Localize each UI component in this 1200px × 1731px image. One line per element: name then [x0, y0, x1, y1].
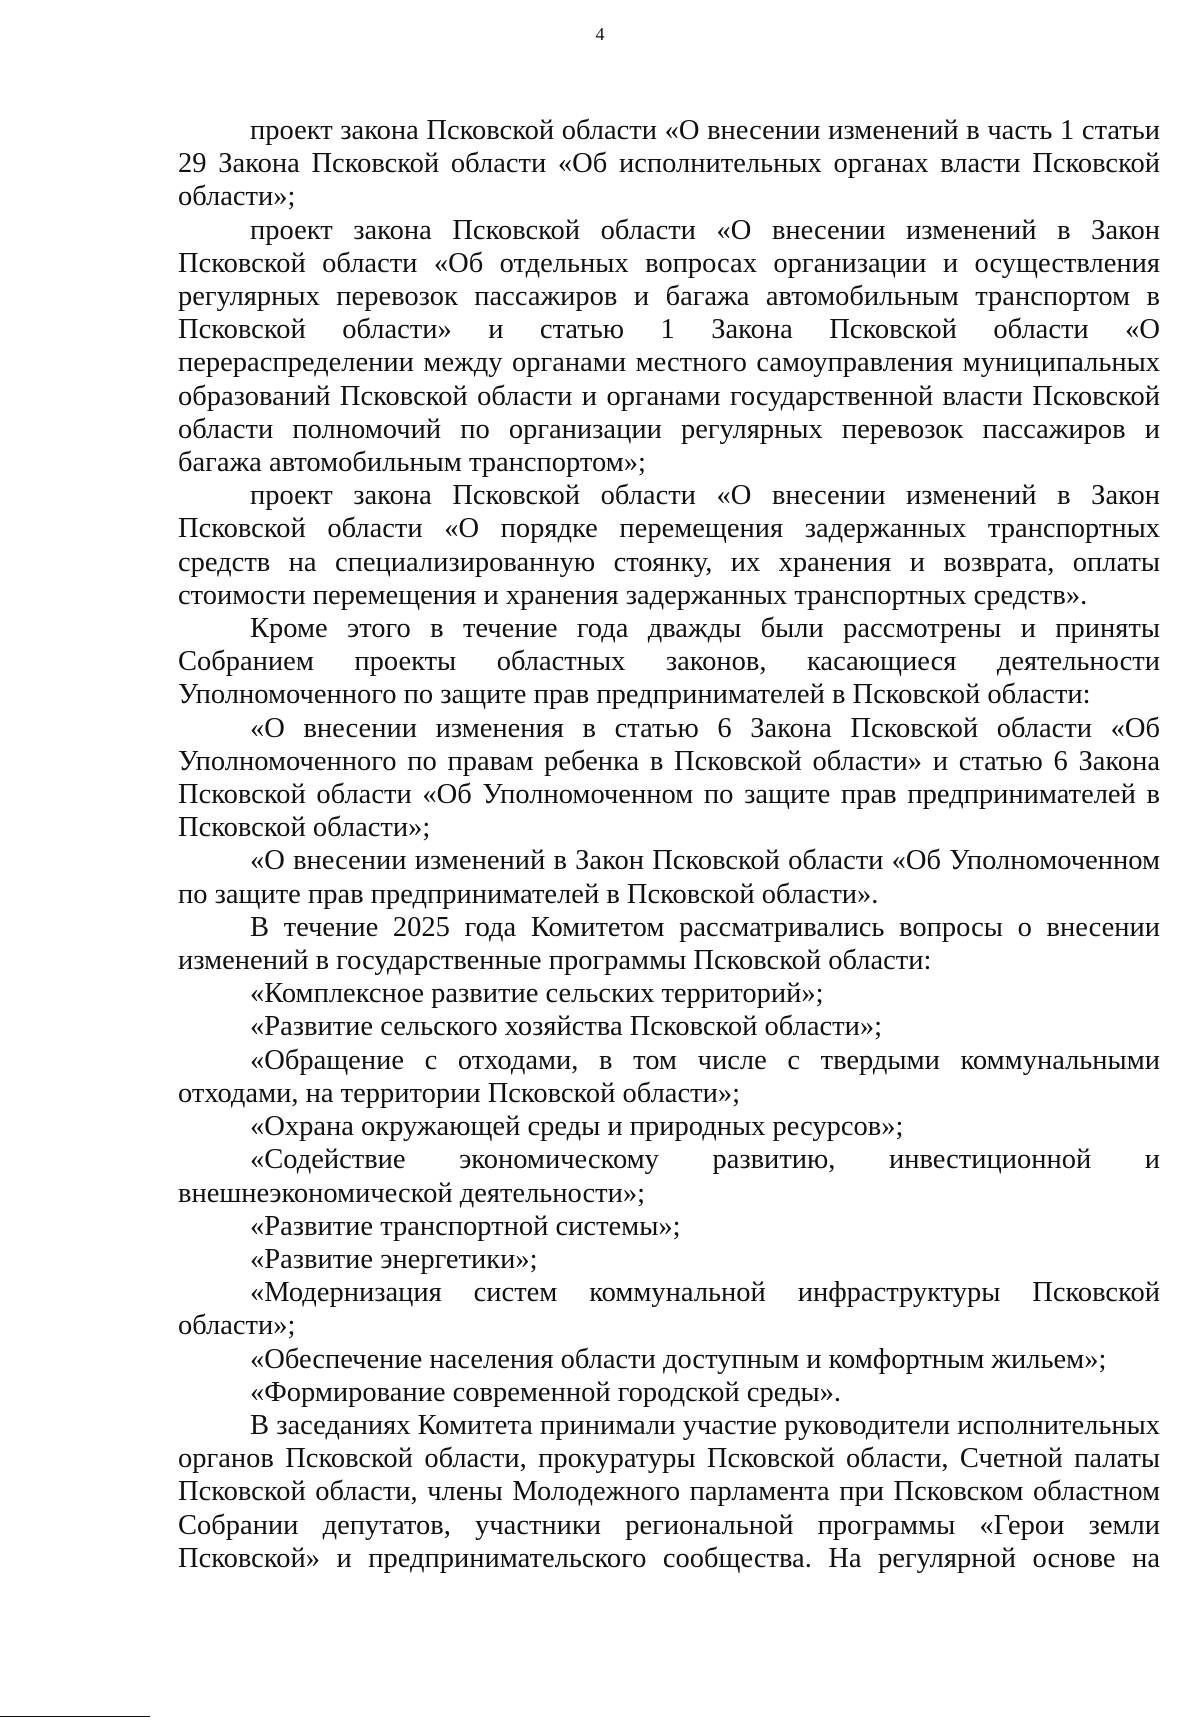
list-item-program-1: «Комплексное развитие сельских территорий»;	[250, 978, 824, 1010]
paragraph-2: проект закона Псковской области «О внесении изменений в Закон Псковской области «Об отдельных вопросах организации и осуществления регулярных перевозок пассажиров и багажа автомобильным транспортом в Псковской области» и статью 1 Закона Псковской области «О перераспределении между органами местного самоуправления муниципальных образований Псковской области и органами государственной власти Псковской области полномочий по организации регулярных перевозок пассажиров и багажа автомобильным транспортом»;	[178, 214, 1160, 479]
list-item-program-4: «Охрана окружающей среды и природных ресурсов»;	[250, 1111, 904, 1143]
paragraph-final: В заседаниях Комитета принимали участие руководители исполнительных органов Псковской области, прокуратуры Псковской области, Счетной палаты Псковской области, члены Молодежного парламента при Псковском областном Собрании депутатов, участники региональной программы «Герои земли Псковской» и предпринимательского сообщества. На регулярной основе на	[178, 1409, 1160, 1574]
page-number: 4	[595, 24, 605, 44]
paragraph-1: проект закона Псковской области «О внесении изменений в часть 1 статьи 29 Закона Псковской области «Об исполнительных органах власти Псковской области»;	[178, 115, 1160, 213]
paragraph-4: Кроме этого в течение года дважды были рассмотрены и приняты Собранием проекты областных законов, касающиеся деятельности Уполномоченного по защите прав предпринимателей в Псковской области:	[178, 613, 1160, 711]
paragraph-6: «О внесении изменений в Закон Псковской области «Об Уполномоченном по защите прав предпринимателей в Псковской области».	[178, 845, 1160, 910]
list-item-program-10: «Формирование современной городской среды».	[250, 1376, 841, 1408]
paragraph-3: проект закона Псковской области «О внесении изменений в Закон Псковской области «О порядке перемещения задержанных транспортных средств на специализированную стоянку, их хранения и возврата, оплаты стоимости перемещения и хранения задержанных транспортных средств».	[178, 480, 1160, 611]
list-item-program-2: «Развитие сельского хозяйства Псковской области»;	[250, 1011, 882, 1043]
list-item-program-5: «Содействие экономическому развитию, инвестиционной и внешнеэкономической деятельности»;	[178, 1144, 1160, 1209]
paragraph-7: В течение 2025 года Комитетом рассматривались вопросы о внесении изменений в государственные программы Псковской области:	[178, 911, 1160, 977]
paragraph-5: «О внесении изменения в статью 6 Закона Псковской области «Об Уполномоченного по правам ребенка в Псковской области» и статью 6 Закона Псковской области «Об Уполномоченном по защите прав предпринимателей в Псковской области»;	[178, 712, 1160, 844]
list-item-program-3: «Обращение с отходами, в том числе с твердыми коммунальными отходами, на территории Псковской области»;	[178, 1044, 1160, 1109]
list-item-program-6: «Развитие транспортной системы»;	[250, 1210, 681, 1242]
list-item-program-8: «Модернизация систем коммунальной инфраструктуры Псковской области»;	[178, 1277, 1160, 1342]
document-body	[178, 114, 1160, 1575]
list-item-program-9: «Обеспечение населения области доступным и комфортным жильем»;	[250, 1343, 1107, 1375]
footnote-divider	[0, 1716, 150, 1717]
list-item-program-7: «Развитие энергетики»;	[250, 1243, 538, 1275]
